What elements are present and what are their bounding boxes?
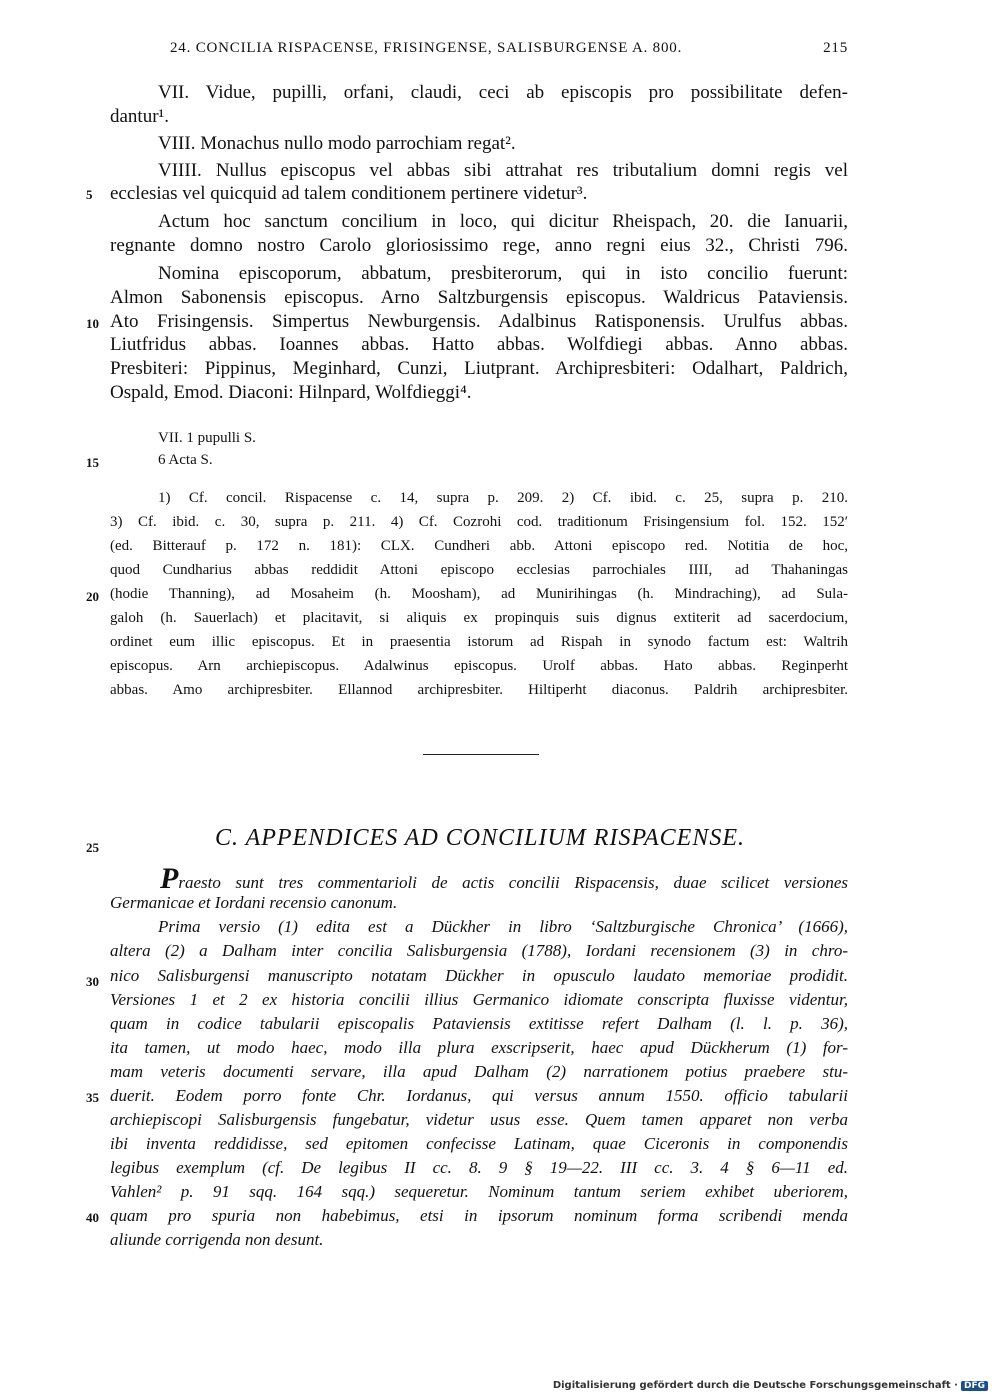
page-number: 215 — [823, 40, 848, 56]
apparatus-line: VII. 1 pupulli S. — [158, 430, 256, 446]
body-line: dantur¹. — [110, 106, 169, 127]
section-line: duerit. Eodem porro fonte Chr. Iordanus, qui versus annum 1550. officio tabularii — [110, 1086, 848, 1105]
footnote-line: episcopus. Arn archiepiscopus. Adalwinus episcopus. Urolf abbas. Hato abbas. Reginperht — [110, 658, 848, 674]
footnote-line: 3) Cf. ibid. c. 30, supra p. 211. 4) Cf. Cozrohi cod. traditionum Frisingensium fol. 152. 152′ — [110, 514, 848, 530]
section-line: nico Salisburgensi manuscripto notatam Dückher in opusculo laudato memoriae prodidit. — [110, 966, 848, 985]
section-separator — [423, 754, 539, 755]
footnote-line: abbas. Amo archipresbiter. Ellannod archipresbiter. Hiltiperht diaconus. Paldrih archipresbiter. — [110, 682, 848, 698]
section-line: Versiones 1 et 2 ex historia concilii illius Germanico idiomate conscripta fluxisse videntur, — [110, 990, 848, 1009]
line-number: 40 — [86, 1210, 99, 1225]
section-line: legibus exemplum (cf. De legibus II cc. 8. 9 § 19—22. III cc. 3. 4 § 6—11 ed. — [110, 1158, 848, 1177]
body-line: Presbiteri: Pippinus, Meginhard, Cunzi, Liutprant. Archipresbiteri: Odalhart, Paldrich, — [110, 358, 848, 379]
line-number: 20 — [86, 589, 99, 604]
body-line: ecclesias vel quicquid ad talem conditionem pertinere videtur³. — [110, 183, 588, 204]
section-line: ita tamen, ut modo haec, modo illa plura exscripserit, haec apud Dückherum (1) for- — [110, 1038, 848, 1057]
body-line: Liutfridus abbas. Ioannes abbas. Hatto abbas. Wolfdiegi abbas. Anno abbas. — [110, 334, 848, 355]
section-line: archiepiscopi Salisburgensis fungebatur, videtur usus esse. Quem tamen apparet non verba — [110, 1110, 848, 1129]
body-line: Ato Frisingensis. Simpertus Newburgensis. Adalbinus Ratisponensis. Urulfus abbas. — [110, 311, 848, 332]
line-number: 25 — [86, 840, 99, 855]
section-line: quam pro spuria non habebimus, etsi in ipsorum nominum forma scribendi menda — [110, 1206, 848, 1225]
section-line: quam in codice tabularii episcopalis Pataviensis extitisse refert Dalham (l. l. p. 36), — [110, 1014, 848, 1033]
footnote-line: 1) Cf. concil. Rispacense c. 14, supra p. 209. 2) Cf. ibid. c. 25, supra p. 210. — [158, 490, 848, 506]
section-line: ibi inventa reddidisse, sed epitomen confecisse Latinam, quae Ciceronis in componendis — [110, 1134, 848, 1153]
body-line: VIII. Monachus nullo modo parrochiam regat². — [158, 133, 516, 154]
running-header — [170, 40, 848, 57]
section-first-line — [160, 862, 848, 896]
line-number: 10 — [86, 316, 99, 331]
section-line: aliunde corrigenda non desunt. — [110, 1230, 324, 1249]
drop-cap: P — [160, 862, 179, 895]
footnote-line: (hodie Thanning), ad Mosaheim (h. Moosham), ad Munirihingas (h. Mindraching), ad Sula- — [110, 586, 848, 602]
section-line: Germanicae et Iordani recensio canonum. — [110, 893, 398, 912]
footnote-line: ordinet eum illic episcopus. Et in praesentia istorum ad Rispah in synodo factum est: Waltrih — [110, 634, 848, 650]
body-line: Actum hoc sanctum concilium in loco, qui dicitur Rheispach, 20. die Ianuarii, — [158, 211, 848, 232]
digitization-footer — [553, 1380, 988, 1391]
section-line: mam veteris documenti servare, illa apud Dalham (2) narrationem potius praebere stu- — [110, 1062, 848, 1081]
footnote-line: quod Cundharius abbas reddidit Attoni episcopo ecclesias parrochiales IIII, ad Thahaningas — [110, 562, 848, 578]
section-first-line-text: raesto sunt tres commentarioli de actis concilii Rispacensis, duae scilicet versiones — [178, 873, 848, 892]
header-title: 24. CONCILIA RISPACENSE, FRISINGENSE, SALISBURGENSE A. 800. — [170, 40, 683, 56]
body-line: Nomina episcoporum, abbatum, presbiterorum, qui in isto concilio fuerunt: — [158, 263, 848, 284]
body-line: VII. Vidue, pupilli, orfani, claudi, ceci ab episcopis pro possibilitate defen- — [158, 82, 848, 103]
apparatus-line: 6 Acta S. — [158, 452, 213, 468]
line-number: 5 — [86, 187, 93, 202]
body-line: Ospald, Emod. Diaconi: Hilnpard, Wolfdieggi⁴. — [110, 382, 472, 403]
section-line: Vahlen² p. 91 sqq. 164 sqq.) sequeretur. Nominum tantum seriem exhibet uberiorem, — [110, 1182, 848, 1201]
body-line: VIIII. Nullus episcopus vel abbas sibi attrahat res tributalium domni regis vel — [158, 160, 848, 181]
footnote-line: galoh (h. Sauerlach) et placitavit, si aliquis ex propinquis suis dignus extiterit ad sacerdocium, — [110, 610, 848, 626]
section-line: Prima versio (1) edita est a Dückher in libro ‘Saltzburgische Chronica’ (1666), — [158, 917, 848, 936]
section-line: altera (2) a Dalham inter concilia Salisburgensia (1788), Iordani recensionem (3) in chro- — [110, 941, 848, 960]
dfg-logo-icon: DFG — [961, 1381, 988, 1391]
line-number: 30 — [86, 974, 99, 989]
body-line: Almon Sabonensis episcopus. Arno Saltzburgensis episcopus. Waldricus Pataviensis. — [110, 287, 848, 308]
body-line: regnante domno nostro Carolo gloriosissimo rege, anno regni eius 32., Christi 796. — [110, 235, 848, 256]
footnote-line: (ed. Bitterauf p. 172 n. 181): CLX. Cundheri abb. Attoni episcopo red. Notitia de hoc, — [110, 538, 848, 554]
line-number: 35 — [86, 1090, 99, 1105]
section-title: C. APPENDICES AD CONCILIUM RISPACENSE. — [215, 825, 745, 851]
footer-text: Digitalisierung gefördert durch die Deutsche Forschungsgemeinschaft · — [552, 1380, 958, 1391]
line-number: 15 — [86, 455, 99, 470]
